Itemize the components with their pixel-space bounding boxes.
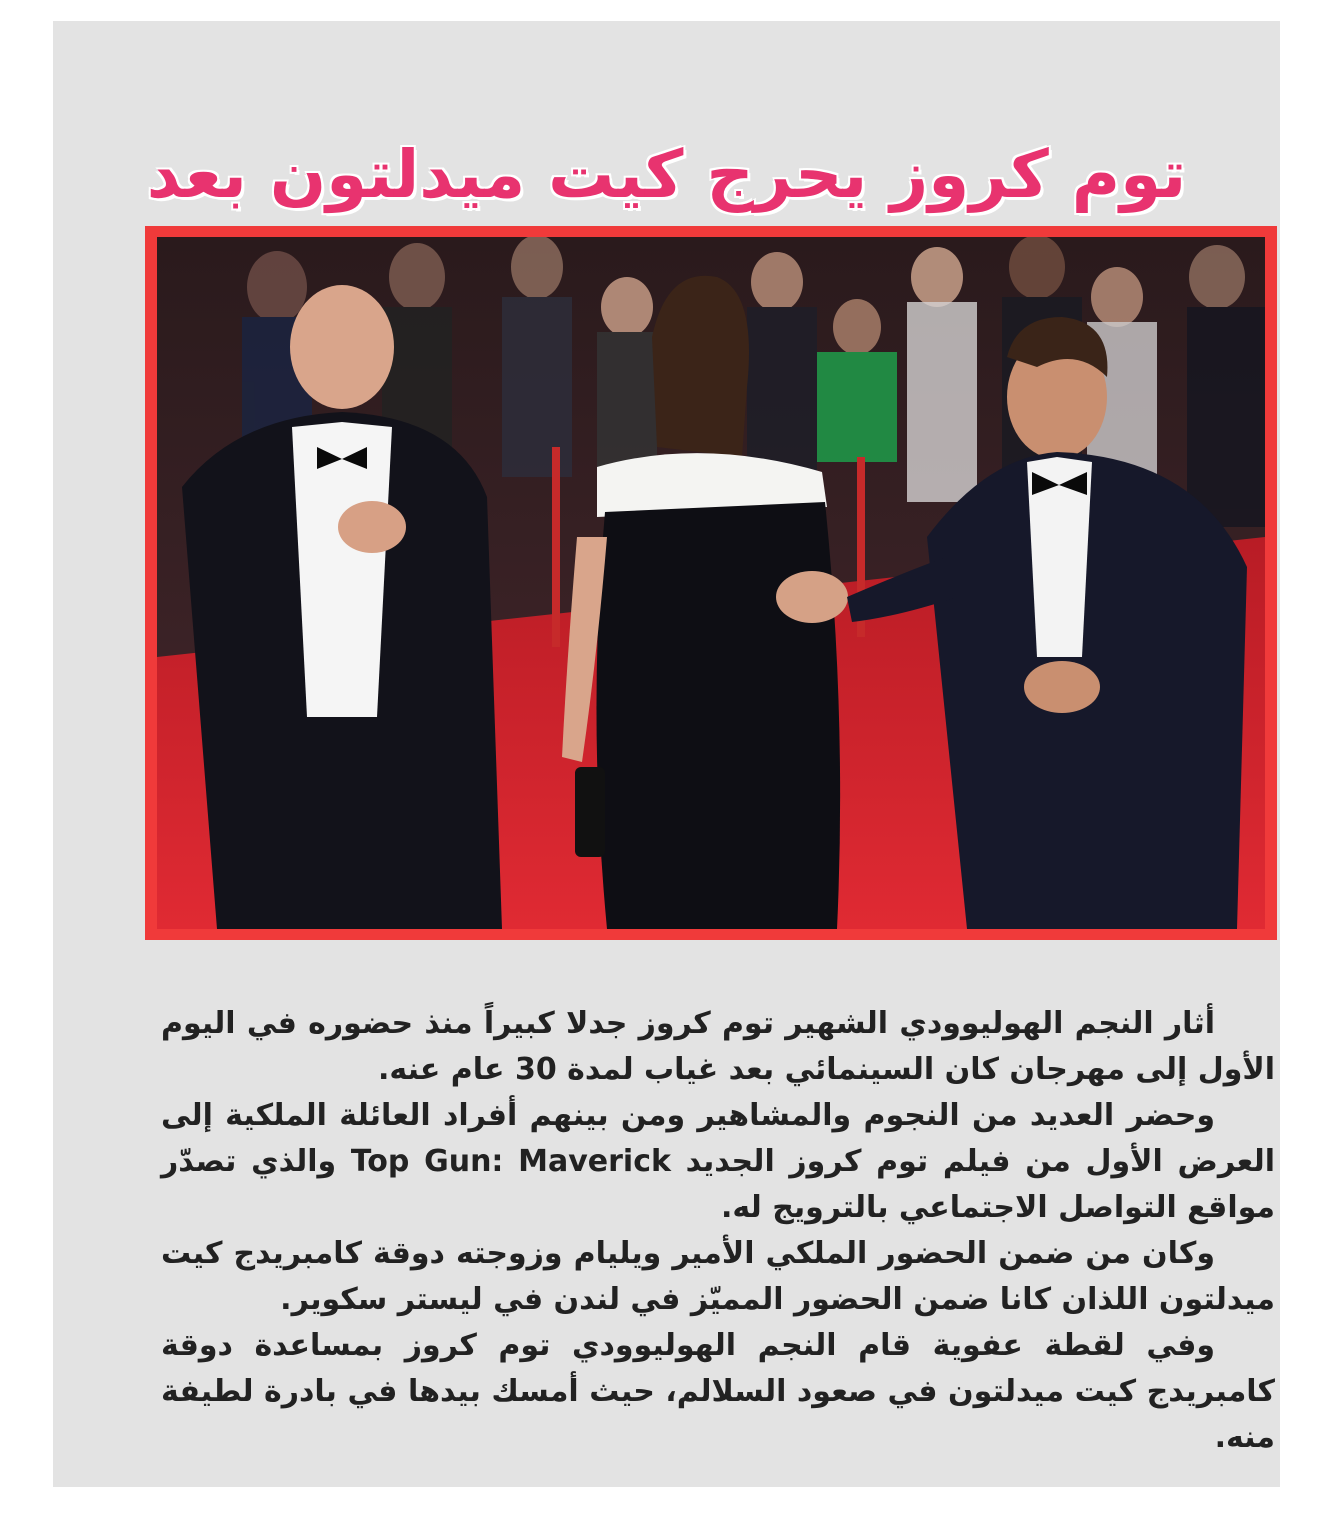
article-headline: توم كروز يحرج كيت ميدلتون بعد — [146, 136, 1187, 214]
article-paragraph: وحضر العديد من النجوم والمشاهير ومن بينهم أفراد العائلة الملكية إلى العرض الأول من فيلم توم كروز الجديد Top Gun: Maverick والذي تصدّر مواقع التواصل الاجتماعي بالترويج له. — [161, 1098, 1275, 1225]
article-body — [161, 1001, 1275, 1461]
photo-frame — [145, 226, 1277, 940]
article-paragraph: وكان من ضمن الحضور الملكي الأمير ويليام وزوجته دوقة كامبريدج كيت ميدلتون اللذان كانا ضمن الحضور المميّز في لندن في ليستر سكوير. — [161, 1236, 1275, 1317]
article-paragraph: أثار النجم الهوليوودي الشهير توم كروز جدلا كبيراً منذ حضوره في اليوم الأول إلى مهرجان كان السينمائي بعد غياب لمدة 30 عام عنه. — [161, 1006, 1275, 1087]
article-photo — [157, 237, 1265, 929]
article-panel — [53, 21, 1280, 1487]
article-paragraph: وفي لقطة عفوية قام النجم الهوليوودي توم كروز بمساعدة دوقة كامبريدج كيت ميدلتون في صعود السلالم، حيث أمسك بيدها في بادرة لطيفة منه. — [161, 1328, 1275, 1455]
